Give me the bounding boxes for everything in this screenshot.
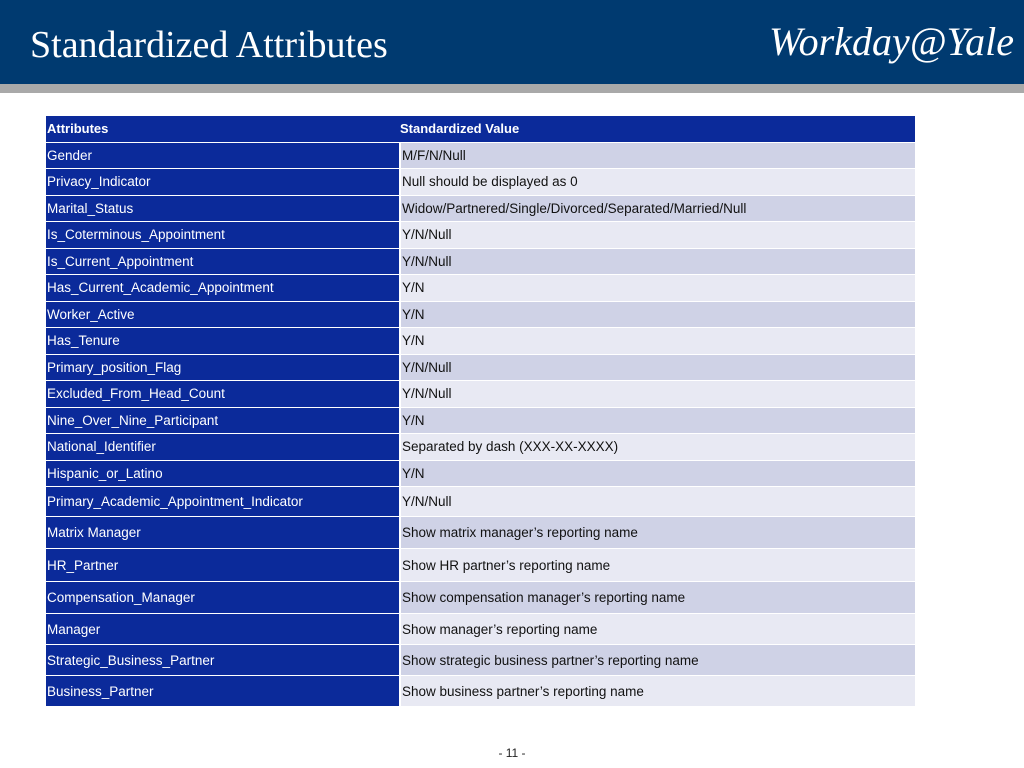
attribute-cell: Worker_Active [46, 302, 399, 329]
table-row [46, 328, 915, 355]
value-cell: Y/N/Null [401, 381, 915, 408]
value-cell: Y/N [401, 302, 915, 329]
attribute-cell: Marital_Status [46, 196, 399, 223]
attribute-cell: Primary_position_Flag [46, 355, 399, 382]
attribute-cell: Strategic_Business_Partner [46, 645, 399, 676]
attribute-cell: Has_Tenure [46, 328, 399, 355]
table-row [46, 549, 915, 582]
table-row [46, 434, 915, 461]
table-row [46, 461, 915, 488]
value-cell: Y/N/Null [401, 487, 915, 517]
attribute-cell: Is_Current_Appointment [46, 249, 399, 276]
attribute-cell: Gender [46, 143, 399, 170]
table-row [46, 222, 915, 249]
brand-logo-text: Workday@Yale [769, 19, 1014, 64]
table-row [46, 196, 915, 223]
value-cell: Show compensation manager’s reporting name [401, 582, 915, 614]
table-row [46, 381, 915, 408]
header-bar [0, 0, 1024, 84]
value-cell: Separated by dash (XXX-XX-XXXX) [401, 434, 915, 461]
attribute-cell: HR_Partner [46, 549, 399, 582]
column-header-standardized-value: Standardized Value [399, 116, 915, 143]
table-row [46, 408, 915, 435]
attributes-table [46, 116, 915, 707]
table-row [46, 169, 915, 196]
attribute-cell: Business_Partner [46, 676, 399, 707]
value-cell: Null should be displayed as 0 [401, 169, 915, 196]
attribute-cell: Hispanic_or_Latino [46, 461, 399, 488]
attribute-cell: Matrix Manager [46, 517, 399, 549]
column-header-attributes: Attributes [46, 116, 399, 143]
table-row [46, 355, 915, 382]
attribute-cell: Is_Coterminous_Appointment [46, 222, 399, 249]
table-row [46, 517, 915, 549]
attribute-cell: Manager [46, 614, 399, 645]
attribute-cell: Primary_Academic_Appointment_Indicator [46, 487, 399, 517]
header-divider [0, 84, 1024, 93]
value-cell: Y/N [401, 275, 915, 302]
attribute-cell: Excluded_From_Head_Count [46, 381, 399, 408]
table-row [46, 249, 915, 276]
table-row [46, 143, 915, 170]
value-cell: Y/N [401, 328, 915, 355]
value-cell: Show HR partner’s reporting name [401, 549, 915, 582]
attribute-cell: Nine_Over_Nine_Participant [46, 408, 399, 435]
table-row [46, 582, 915, 614]
value-cell: Y/N/Null [401, 222, 915, 249]
table-row [46, 487, 915, 517]
page-number: - 11 - [498, 746, 526, 760]
attribute-cell: Has_Current_Academic_Appointment [46, 275, 399, 302]
page-title: Standardized Attributes [30, 24, 388, 66]
table-row [46, 676, 915, 707]
value-cell: Widow/Partnered/Single/Divorced/Separated/Married/Null [401, 196, 915, 223]
table-row [46, 645, 915, 676]
value-cell: Y/N [401, 408, 915, 435]
table-row [46, 275, 915, 302]
value-cell: Show manager’s reporting name [401, 614, 915, 645]
value-cell: Show strategic business partner’s reporting name [401, 645, 915, 676]
attribute-cell: Privacy_Indicator [46, 169, 399, 196]
value-cell: Y/N [401, 461, 915, 488]
value-cell: Show business partner’s reporting name [401, 676, 915, 707]
value-cell: Y/N/Null [401, 355, 915, 382]
table-row [46, 614, 915, 645]
value-cell: Y/N/Null [401, 249, 915, 276]
attribute-cell: Compensation_Manager [46, 582, 399, 614]
value-cell: Show matrix manager’s reporting name [401, 517, 915, 549]
table-row [46, 302, 915, 329]
table-header-row [46, 116, 915, 143]
attribute-cell: National_Identifier [46, 434, 399, 461]
value-cell: M/F/N/Null [401, 143, 915, 170]
